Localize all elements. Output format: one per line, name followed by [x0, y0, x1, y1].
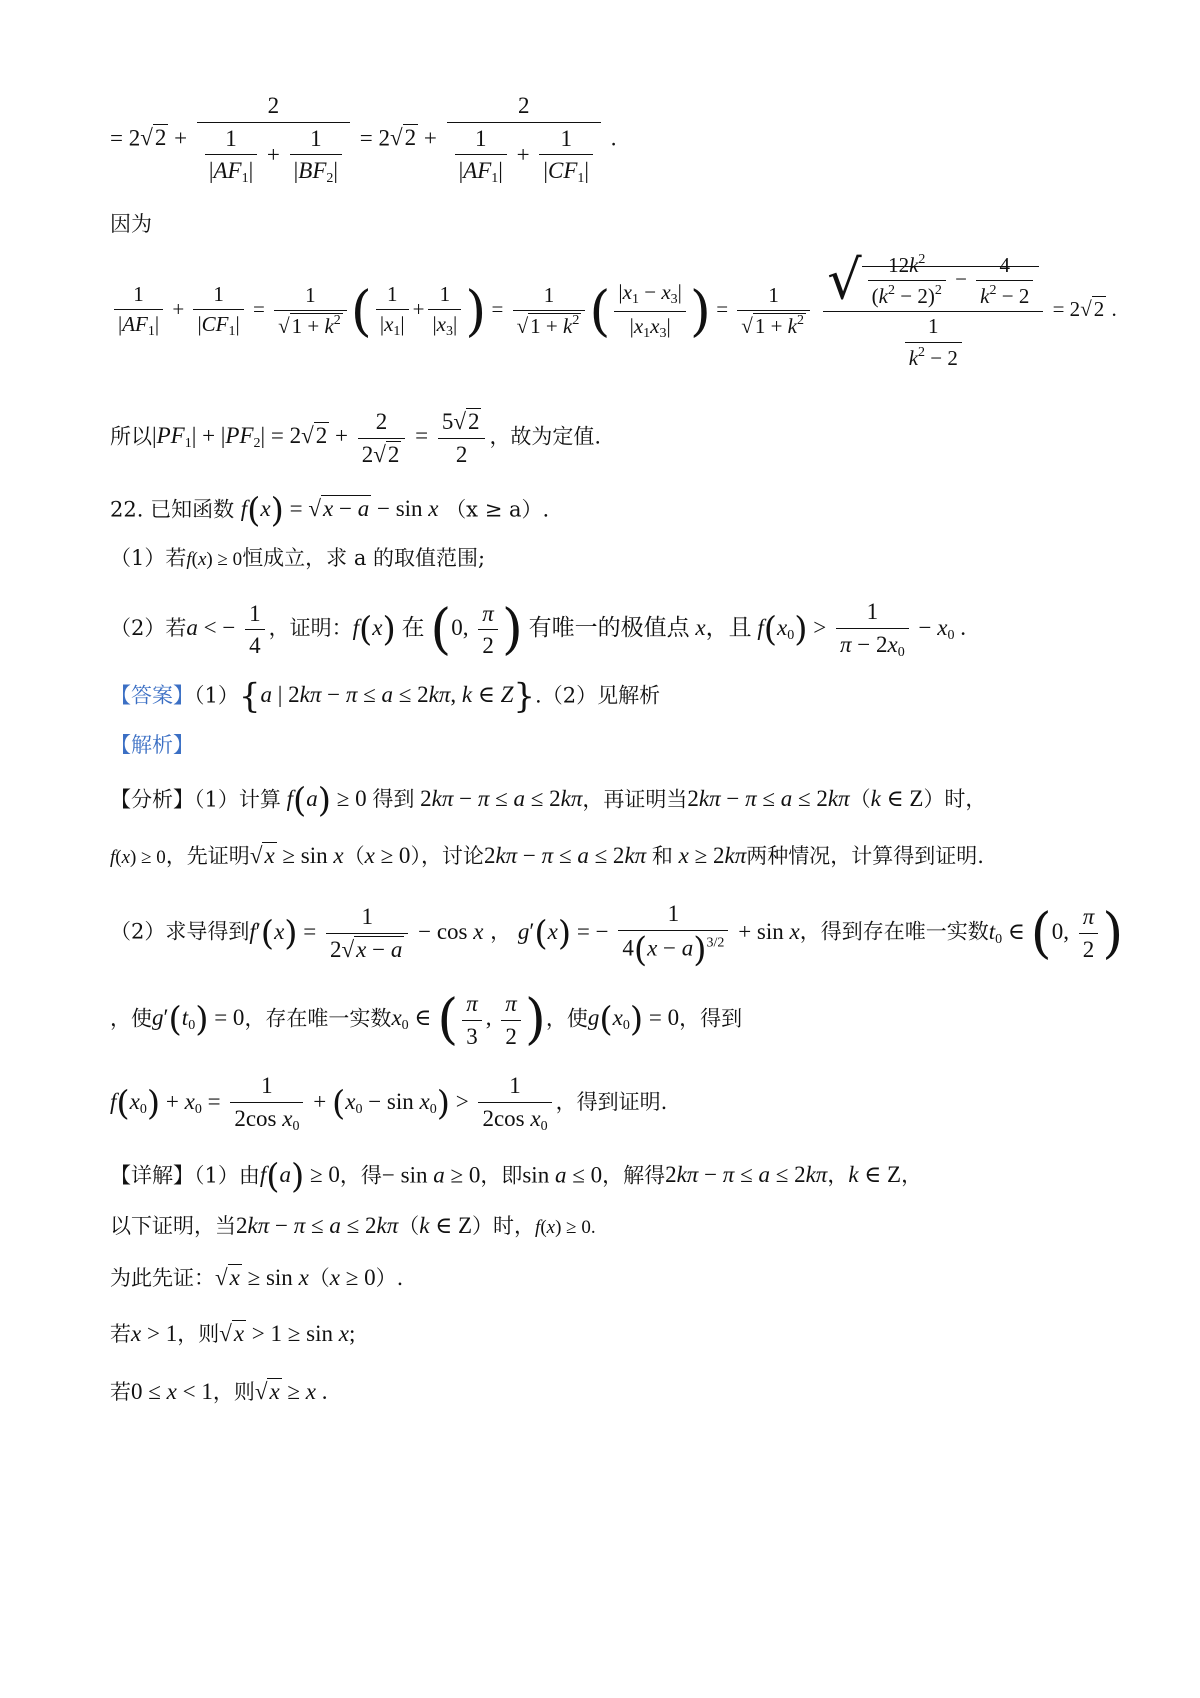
analysis-discuss: ，讨论 [420, 844, 484, 868]
text-first-prove: 为此先证： [110, 1266, 215, 1290]
analysis-label: 【解析】 [110, 733, 194, 757]
text-if-2: 若 [110, 1380, 131, 1404]
detail-sqrt-ineq: √x ≥ sin x（x ≥ 0）. [215, 1265, 404, 1290]
part-1-prefix: （1）若 [110, 546, 187, 570]
detail-line-5 [110, 1378, 1100, 1406]
analysis-then: ，再证明当 [582, 787, 688, 812]
analysis-cases: 2kπ − π ≤ a ≤ 2kπ 和 x ≥ 2kπ [483, 843, 747, 868]
condition-a: a < − $\frac{1}{4}$ [186, 615, 268, 640]
derivative-f: f′(x) = $\frac{1}{2√x - a}$ − cos x [249, 904, 484, 962]
g-x0: $g(x_0) = 0$ [587, 1000, 680, 1041]
problem-22-part-1 [110, 546, 1100, 572]
detail-line-3 [110, 1264, 1100, 1292]
equation-line-3: $\frac{1}{|AF_1|}$ + $\frac{1}{|CF_1|}$ = $\frac{1}{√1 + k^2}$ ( $\frac{1}{|x_1|}$ + $\frac{1}{|x_3|}$ ) = $\frac{1}{√1 + k^2}$ ( $\frac{|x_1 - x_3|}{|x_1x_3|}$ ) = $\frac{1}{√1 + k^2}$ √ $\frac{12k^2}{(k^2 - 2)^2}$ − $\frac{4}{k^2 - 2}$ $\frac{1}{k^2 - 2}$ = 2√2 . [110, 252, 1100, 371]
domain-condition: （x ≥ a）. [445, 497, 550, 522]
equation-line-1: = 2√2 + 2 $\frac{1}{|AF_1|}$ + $\frac{1}{|BF_2|}$ = 2√2 + 2 $\frac{1}{|AF_1|}$ + $\frac{1}{|CF_1|}$ . [110, 93, 617, 187]
case-x-gt-1: x > 1 [131, 1321, 178, 1346]
case-2-result: √x ≥ x . [254, 1379, 328, 1404]
text-i-e: ，即 [480, 1163, 523, 1188]
answer-set: {a | 2kπ − π ≤ a ≤ 2kπ, k ∈ Z} [238, 677, 536, 717]
answer-line [110, 677, 1100, 717]
analysis-line-2 [110, 842, 1100, 870]
detail-neg-sin: − sin a ≥ 0 [381, 1162, 481, 1188]
analysis-line-4 [110, 990, 1100, 1050]
g-prime-t0: $g'(t_0) = 0$ [152, 1000, 245, 1041]
analysis-step-1: f(a) ≥ 0 得到 2kπ − π ≤ a ≤ 2kπ [286, 781, 583, 821]
function-definition: f(x) = √x − a − sin x [240, 491, 439, 531]
inequality-fx-nonneg: f(x) ≥ 0 [186, 549, 243, 570]
detail-prefix: 【详解】（1）由 [110, 1163, 260, 1188]
problem-22-label: 22. 已知函数 [110, 497, 235, 522]
text-solve: ，解得 [602, 1163, 666, 1188]
analysis-step-2: 2kπ − π ≤ a ≤ 2kπ（k ∈ Z）时， [687, 786, 987, 812]
text-because: 因为 [110, 212, 152, 236]
x0-interval: $x_0$ ∈ ( $\frac{\pi}{3}$ , $\frac{\pi}{2}$ ) [391, 988, 546, 1052]
derivative-g: g′(x) = − $\frac{1}{4(x - a)^{3/2}}$ + sin x [517, 901, 800, 970]
text-constant: ，故为定值. [489, 424, 602, 449]
answer-part-1-prefix: （1） [194, 683, 239, 708]
text-obtain: ，得到 [679, 1006, 743, 1031]
part-2-claim: f(x) 在 (0, $\frac{\pi}{2}$ ) 有唯一的极值点 x，且 $f(x_0)$ > $\frac{1}{\pi - 2x_0}$ − $x_0$ . [352, 597, 966, 661]
text-then-2: ，则 [212, 1380, 255, 1404]
detail-sin-nonpos: sin a ≤ 0 [522, 1162, 603, 1188]
text-get: ，得 [339, 1163, 382, 1188]
detail-line-4 [110, 1320, 1100, 1348]
equation-pf-sum: $|PF_1| + |PF_2| = 2√2$ + $\frac{2}{2√2}$ = $\frac{5√2}{2}$ [152, 423, 489, 448]
analysis-line-3: （2）求导得到f′(x) = $\frac{1}{2√x - a}$ − cos x ， g′(x) = − $\frac{1}{4(x - a)^{3/2}}$ + sin x，得到存在唯一实数$t_0$ ∈ (0, $\frac{\pi}{2}$ ) [110, 901, 1124, 970]
text-make-2: ，使 [545, 1006, 588, 1031]
fx0-inequality: $f(x_0) + x_0$ = $\frac{1}{2\cos x_0}$ + $(x_0 - \sin x_0)$ > $\frac{1}{2\cos x_0}$ [110, 1089, 556, 1114]
analysis-fx-nonneg: f(x) ≥ 0 [110, 847, 166, 868]
text-proved: ，得到证明. [555, 1089, 668, 1114]
analysis-two-cases: 两种情况，计算得到证明. [746, 844, 984, 868]
detail-fa: f(a) ≥ 0 [259, 1157, 340, 1197]
analysis-first-prove: ，先证明 [165, 844, 250, 868]
text-following: 以下证明，当 [110, 1214, 236, 1238]
text-then: ，则 [177, 1322, 220, 1346]
text-make: ，使 [110, 1006, 152, 1031]
text-exists-unique: ，存在唯一实数 [244, 1006, 392, 1031]
analysis-exists-unique: ，得到存在唯一实数 [799, 919, 989, 944]
detail-condition: 2kπ − π ≤ a ≤ 2kπ（k ∈ Z）时， [236, 1213, 536, 1238]
part-2-prove: ，证明： [268, 615, 353, 640]
answer-label: 【答案】 [110, 683, 194, 708]
problem-22-statement [110, 491, 1100, 531]
answer-part-2: .（2）见解析 [535, 683, 661, 708]
text-therefore: 所以 [110, 424, 152, 449]
part-1-text: 恒成立，求 a 的取值范围; [242, 546, 486, 570]
analysis-line-5 [110, 1072, 1100, 1135]
part-2-prefix: （2）若 [110, 615, 187, 640]
detail-line-2 [110, 1212, 1100, 1240]
analysis-sqrt-ineq: √x ≥ sin x（x ≥ 0） [249, 843, 421, 868]
analysis-derivative-prefix: （2）求导得到 [110, 919, 250, 944]
detail-range: 2kπ − π ≤ a ≤ 2kπ，k ∈ Z， [665, 1162, 923, 1188]
t0-interval: $t_0$ ∈ (0, $\frac{\pi}{2}$ ) [988, 901, 1124, 965]
analysis-line-1 [110, 781, 1100, 821]
problem-22-part-2 [110, 598, 1100, 661]
case-1-result: √x > 1 ≥ sin x; [219, 1321, 356, 1346]
text-if: 若 [110, 1322, 131, 1346]
analysis-prefix: 【分析】（1）计算 [110, 787, 281, 812]
case-x-lt-1: 0 ≤ x < 1 [131, 1379, 213, 1404]
detail-line-1 [110, 1157, 1100, 1197]
detail-fx-nonneg: f(x) ≥ 0. [535, 1217, 596, 1238]
conclusion-line [110, 408, 1100, 468]
